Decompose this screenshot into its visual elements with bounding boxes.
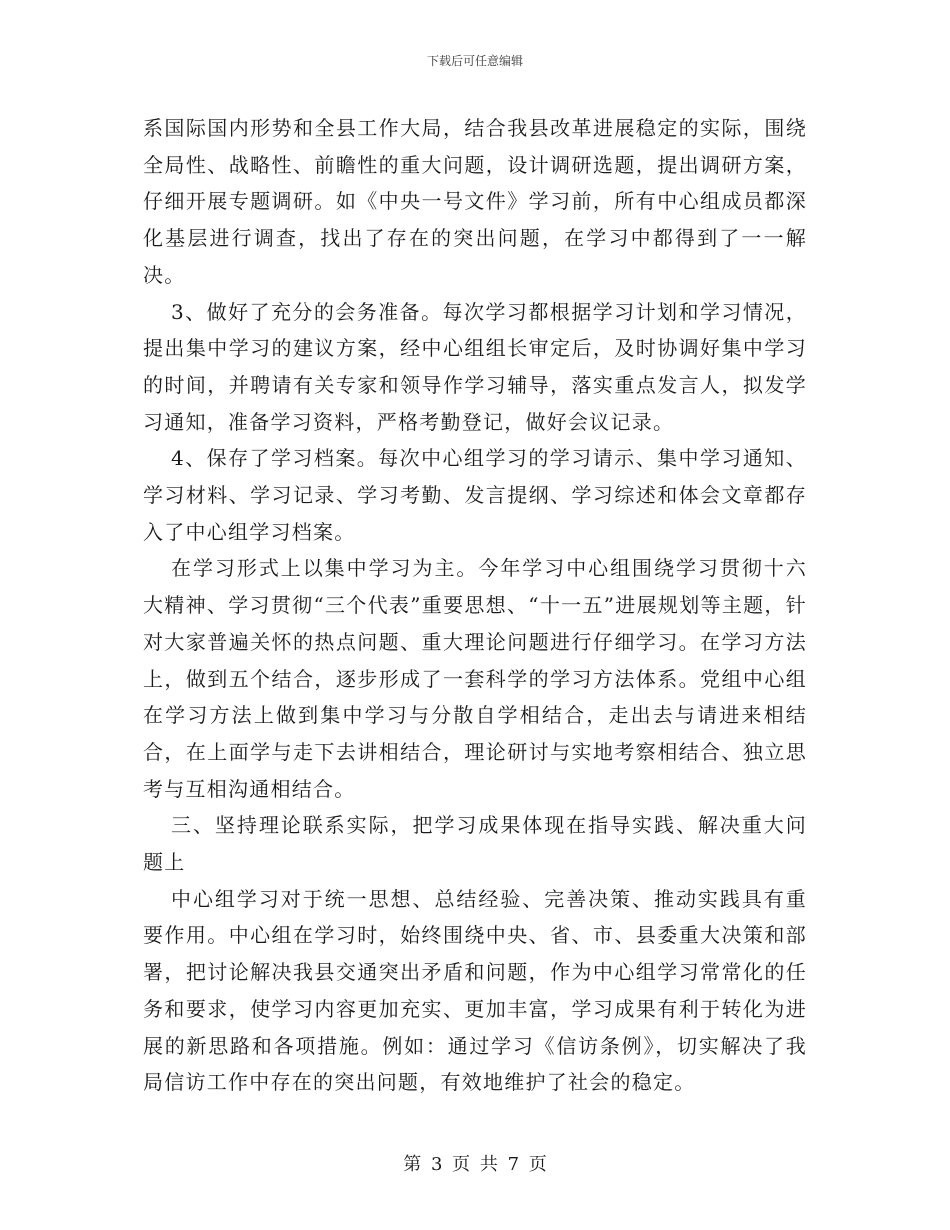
body-paragraph-item-4: 4、保存了学习档案。每次中心组学习的学习请示、集中学习通知、学习材料、学习记录、学习考勤、发言提纲、学习综述和体会文章都存入了中心组学习档案。 [143,446,807,544]
body-paragraph-continued: 系国际国内形势和全县工作大局，结合我县改革进展稳定的实际，围绕全局性、战略性、前瞻性的重大问题，设计调研选题，提出调研方案，仔细开展专题调研。如《中央一号文件》学习前，所有中心组成员都深化基层进行调查，找出了存在的突出问题，在学习中都得到了一一解决。 [143,116,807,287]
body-paragraph-study-results: 中心组学习对于统一思想、总结经验、完善决策、推动实践具有重要作用。中心组在学习时，始终围绕中央、省、市、县委重大决策和部署，把讨论解决我县交通突出矛盾和问题，作为中心组学习常常化的任务和要求，使学习内容更加充实、更加丰富，学习成果有利于转化为进展的新思路和各项措施。例如：通过学习《信访条例》，切实解决了我局信访工作中存在的突出问题，有效地维护了社会的稳定。 [143,886,807,1095]
body-paragraph-study-forms: 在学习形式上以集中学习为主。今年学习中心组围绕学习贯彻十六大精神、学习贯彻“三个代表”重要思想、“十一五”进展规划等主题，针对大家普遍关怀的热点问题、重大理论问题进行仔细学习。在学习方法上，做到五个结合，逐步形成了一套科学的学习方法体系。党组中心组在学习方法上做到集中学习与分散自学相结合，走出去与请进来相结合，在上面学与走下去讲相结合，理论研讨与实地考察相结合、独立思考与互相沟通相结合。 [143,556,807,801]
document-body [143,110,807,1101]
section-heading-3: 三、坚持理论联系实际，把学习成果体现在指导实践、解决重大问题上 [143,813,807,875]
page-header: 下载后可任意编辑 [426,54,523,68]
page-number-footer: 第 3 页 共 7 页 [403,1154,547,1175]
body-paragraph-item-3: 3、做好了充分的会务准备。每次学习都根据学习计划和学习情况，提出集中学习的建议方案，经中心组组长审定后，及时协调好集中学习的时间，并聘请有关专家和领导作学习辅导，落实重点发言人，拟发学习通知，准备学习资料，严格考勤登记，做好会议记录。 [143,299,807,434]
